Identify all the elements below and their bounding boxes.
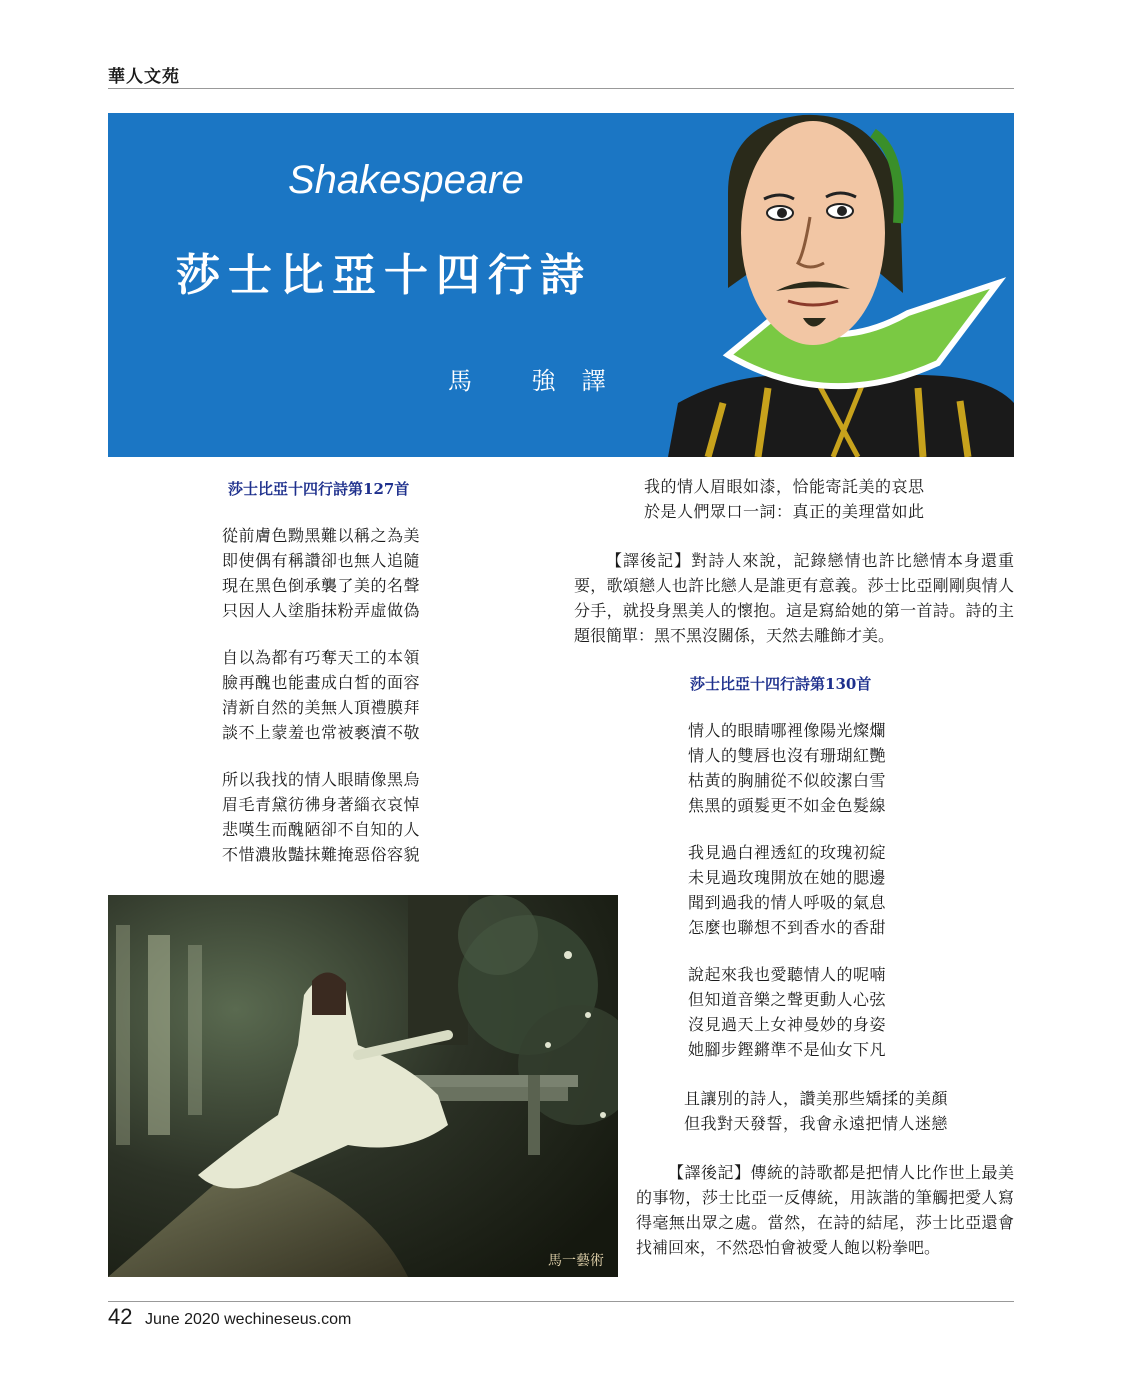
- verse-line: 清新自然的美無人頂禮膜拜: [222, 698, 421, 717]
- verse-line: 於是人們眾口一詞：真正的美理當如此: [644, 502, 925, 521]
- page-footer: [108, 1304, 351, 1330]
- sonnet-127-title: 莎士比亞十四行詩第127首: [228, 480, 410, 498]
- verse-line: 只因人人塗脂抹粉弄虛做偽: [222, 601, 421, 620]
- banner-title-en: Shakespeare: [288, 158, 524, 202]
- sonnet-130-title: 莎士比亞十四行詩第130首: [690, 675, 872, 693]
- banner-title-zh: 莎士比亞十四行詩: [176, 250, 592, 301]
- verse-line: 我見過白裡透紅的玫瑰初綻: [688, 843, 887, 862]
- verse-line: 即使偶有稱讚卻也無人追隨: [222, 551, 421, 570]
- translator-credit: 馬 強譯: [448, 367, 632, 395]
- moonlit-painting: [108, 895, 618, 1277]
- page-number: 42: [108, 1304, 133, 1329]
- verse-line: 我的情人眉眼如漆，恰能寄託美的哀思: [644, 477, 925, 496]
- sonnet-127-note: 【譯後記】對詩人來說，記錄戀情也許比戀情本身還重要，歌頌戀人也許比戀人是誰更有意義。莎士比亞剛剛與情人分手，就投身黑美人的懷抱。這是寫給她的第一首詩。詩的主題很簡單：黑不黑沒關係，天然去雕飾才美。: [574, 551, 1014, 645]
- footer-issue-site: June 2020 wechineseus.com: [144, 1311, 352, 1328]
- sonnet-130-note: 【譯後記】傳統的詩歌都是把情人比作世上最美的事物，莎士比亞一反傳統，用詼諧的筆觸把愛人寫得毫無出眾之處。當然，在詩的結尾，莎士比亞還會找補回來，不然恐怕會被愛人飽以粉拳吧。: [636, 1163, 1014, 1257]
- shakespeare-portrait: [668, 113, 1014, 457]
- footer-divider: [108, 1301, 1014, 1302]
- sonnet-127-verse: [222, 523, 462, 889]
- sonnet-130-couplet: [684, 1086, 1014, 1136]
- sonnet-130-verse: [688, 718, 968, 1084]
- verse-line: 但我對天發誓，我會永遠把情人迷戀: [684, 1114, 949, 1133]
- verse-line: 自以為都有巧奪天工的本領: [222, 648, 421, 667]
- verse-line: 聞到過我的情人呼吸的氣息: [688, 893, 887, 912]
- verse-line: 怎麼也聯想不到香水的香甜: [688, 918, 887, 937]
- verse-line: 且讓別的詩人，讚美那些矯揉的美顏: [684, 1089, 949, 1108]
- section-label: 華人文苑: [108, 67, 180, 87]
- title-banner: [108, 113, 1014, 457]
- verse-line: 未見過玫瑰開放在她的腮邊: [688, 868, 887, 887]
- verse-line: 現在黑色倒承襲了美的名聲: [222, 576, 421, 595]
- verse-line: 說起來我也愛聽情人的呢喃: [688, 965, 887, 984]
- header-divider: [108, 88, 1014, 89]
- verse-line: 從前膚色黝黑難以稱之為美: [222, 526, 421, 545]
- verse-line: 臉再醜也能畫成白皙的面容: [222, 673, 421, 692]
- verse-line: 眉毛青黛彷彿身著緇衣哀悼: [222, 795, 421, 814]
- verse-line: 焦黑的頭髮更不如金色髮線: [688, 796, 887, 815]
- verse-line: 談不上蒙羞也常被褻瀆不敬: [222, 723, 421, 742]
- verse-line: 枯黃的胸脯從不似皎潔白雪: [688, 771, 887, 790]
- sonnet-127-couplet: [644, 474, 974, 524]
- verse-line: 不惜濃妝豔抹難掩惡俗容貌: [222, 845, 421, 864]
- verse-line: 情人的雙唇也沒有珊瑚紅艷: [688, 746, 887, 765]
- verse-line: 她腳步鏗鏘準不是仙女下凡: [688, 1040, 887, 1059]
- painting-signature: 馬一藝術: [548, 1253, 604, 1269]
- verse-line: 悲嘆生而醜陋卻不自知的人: [222, 820, 421, 839]
- verse-line: 所以我找的情人眼睛像黑烏: [222, 770, 421, 789]
- verse-line: 情人的眼睛哪裡像陽光燦爛: [688, 721, 887, 740]
- verse-line: 但知道音樂之聲更動人心弦: [688, 990, 887, 1009]
- verse-line: 沒見過天上女神曼妙的身姿: [688, 1015, 887, 1034]
- painting-image: [108, 895, 618, 1277]
